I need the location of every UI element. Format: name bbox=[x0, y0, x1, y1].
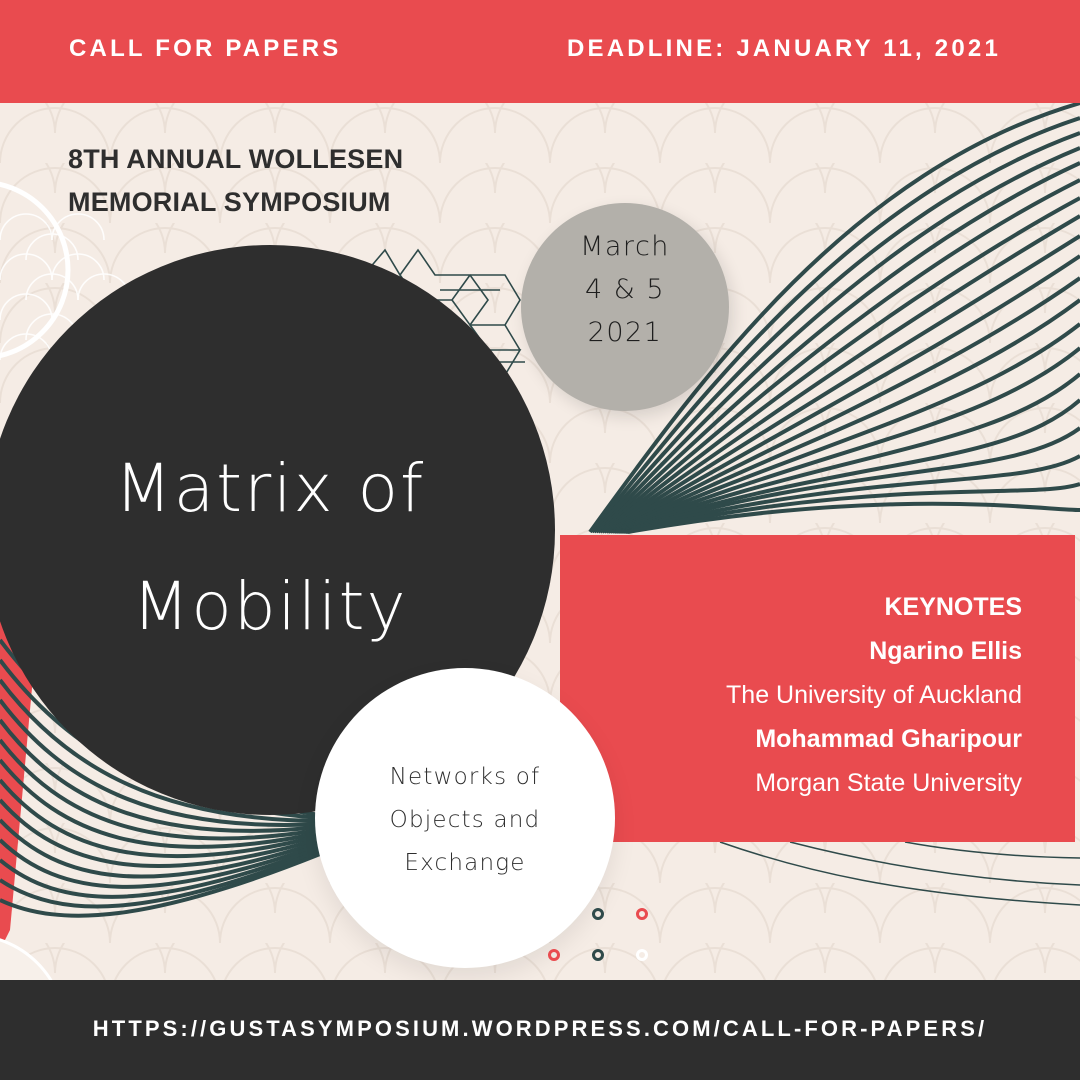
subtitle-line-3: Exchange bbox=[404, 850, 526, 876]
keynotes-heading: KEYNOTES bbox=[884, 593, 1022, 621]
keynote-speaker-affiliation: The University of Auckland bbox=[726, 681, 1022, 709]
subtitle-line-1: Networks of bbox=[389, 764, 541, 790]
ring-dot-icon bbox=[636, 908, 648, 920]
keynote-speaker-name: Ngarino Ellis bbox=[869, 637, 1022, 665]
ring-dot-icon bbox=[548, 949, 560, 961]
main-title-line-2: Mobility bbox=[132, 568, 408, 645]
symposium-title bbox=[68, 138, 403, 224]
ring-dot-icon bbox=[592, 908, 604, 920]
date-badge bbox=[521, 203, 729, 411]
subtitle-circle bbox=[315, 668, 615, 968]
keynote-speaker-affiliation: Morgan State University bbox=[755, 769, 1022, 797]
main-title bbox=[0, 430, 555, 666]
subtitle bbox=[315, 756, 615, 885]
deadline-label: DEADLINE: JANUARY 11, 2021 bbox=[567, 35, 1001, 62]
ring-dot-icon bbox=[592, 949, 604, 961]
event-date-year: 2021 bbox=[587, 317, 663, 348]
ring-dot-icon bbox=[636, 949, 648, 961]
footer-bar bbox=[0, 980, 1080, 1080]
call-for-papers-label: CALL FOR PAPERS bbox=[69, 35, 342, 62]
symposium-title-line-1: 8TH ANNUAL WOLLESEN bbox=[68, 144, 404, 174]
keynotes-panel bbox=[560, 535, 1075, 842]
keynotes-text bbox=[726, 585, 1022, 805]
main-title-line-1: Matrix of bbox=[114, 450, 426, 527]
symposium-title-line-2: MEMORIAL SYMPOSIUM bbox=[68, 187, 391, 217]
website-url[interactable]: HTTPS://GUSTASYMPOSIUM.WORDPRESS.COM/CALL-FOR-PAPERS/ bbox=[92, 1016, 988, 1041]
subtitle-line-2: Objects and bbox=[389, 807, 541, 833]
keynote-speaker-name: Mohammad Gharipour bbox=[755, 725, 1022, 753]
event-date-month: March bbox=[580, 231, 670, 262]
header-bar bbox=[0, 0, 1080, 103]
event-date-days: 4 & 5 bbox=[584, 274, 666, 305]
event-date bbox=[521, 225, 729, 354]
